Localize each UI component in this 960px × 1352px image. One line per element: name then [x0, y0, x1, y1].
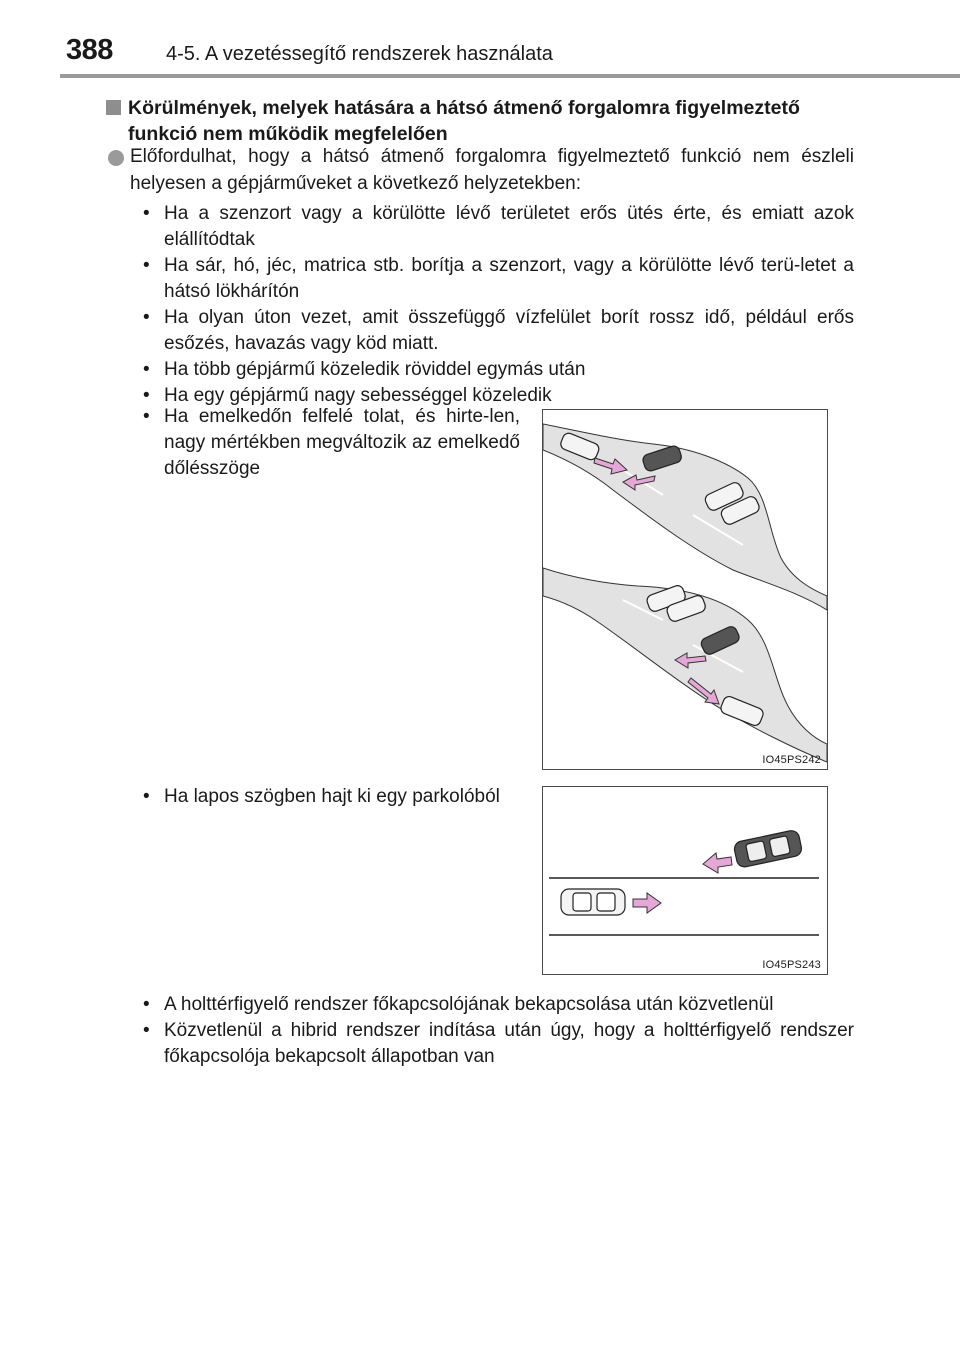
list-item: • Ha emelkedőn felfelé tolat, és hirte-len, nagy mértékben megváltozik az emelkedő dőlésszöge: [130, 404, 520, 482]
parking-condition: [130, 784, 520, 810]
section-title: Körülmények, melyek hatására a hátsó átmenő forgalomra figyelmeztető funkció nem működik megfelelően: [128, 97, 800, 145]
figure-code: IO45PS242: [762, 754, 821, 766]
list-item: • Ha több gépjármű közeledik röviddel egymás után: [130, 357, 854, 383]
circle-bullet-icon: [108, 150, 124, 166]
condition-list: [130, 201, 854, 409]
intro-paragraph: Előfordulhat, hogy a hátsó átmenő forgalomra figyelmeztető funkció nem észleli helyesen a gépjárműveket a következő helyzetekben:: [130, 146, 854, 194]
list-item: • A holttérfigyelő rendszer főkapcsolójának bekapcsolása után közvetlenül: [130, 992, 854, 1018]
list-item: • Ha egy gépjármű nagy sebességgel közeledik: [130, 383, 854, 409]
chapter-title: 4-5. A vezetéssegítő rendszerek használata: [166, 43, 553, 65]
slope-condition: [130, 404, 520, 482]
angled-parking-illustration-icon: [543, 787, 827, 974]
header-divider: [60, 74, 960, 78]
startup-condition-list: [130, 992, 854, 1070]
page-number: 388: [66, 34, 113, 66]
list-item: • Ha a szenzort vagy a körülötte lévő területet erős ütés érte, és emiatt azok elállítódtak: [130, 201, 854, 253]
square-bullet-icon: [106, 100, 121, 115]
list-item: • Ha olyan úton vezet, amit összefüggő vízfelület borít rossz idő, például erős esőzés, havazás vagy köd miatt.: [130, 305, 854, 357]
parking-figure: [542, 786, 828, 975]
slope-figure: [542, 409, 828, 770]
section-heading: [106, 95, 856, 147]
figure-code: IO45PS243: [762, 959, 821, 971]
list-item: • Ha lapos szögben hajt ki egy parkolóból: [130, 784, 520, 810]
list-item: • Közvetlenül a hibrid rendszer indítása után úgy, hogy a holttérfigyelő rendszer főkapcsolója bekapcsolt állapotban van: [130, 1018, 854, 1070]
list-item: • Ha sár, hó, jéc, matrica stb. borítja a szenzort, vagy a körülötte lévő terü-letet a hátsó lökhárítón: [130, 253, 854, 305]
slope-road-illustration-icon: [543, 410, 827, 769]
